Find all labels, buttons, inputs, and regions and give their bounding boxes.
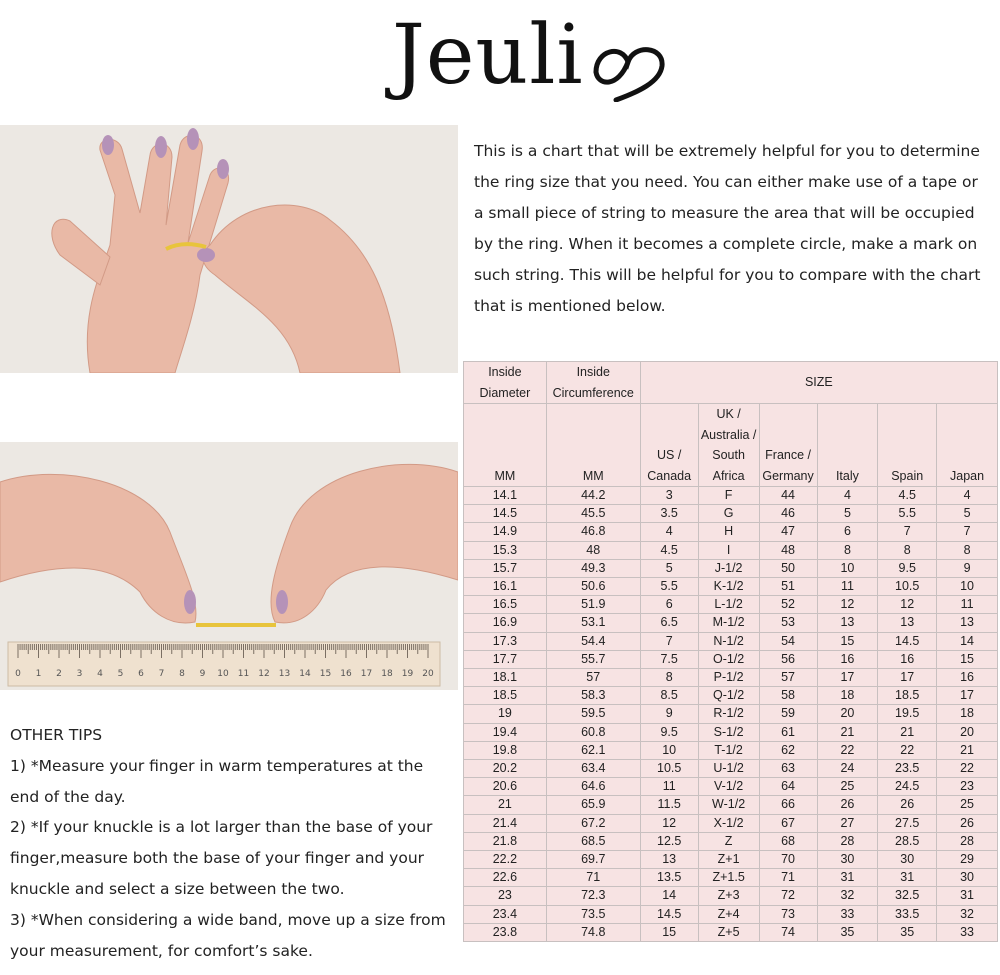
table-cell: L-1/2 xyxy=(698,596,759,614)
table-cell: 50 xyxy=(759,559,817,577)
table-cell: F xyxy=(698,487,759,505)
header-inside-circumference: Inside Circumference xyxy=(546,362,640,404)
ruler-label: 16 xyxy=(340,669,352,679)
table-cell: 19.8 xyxy=(464,741,547,759)
table-row xyxy=(464,650,998,668)
table-cell: 9.5 xyxy=(878,559,937,577)
table-cell: 59 xyxy=(759,705,817,723)
ruler-label: 3 xyxy=(76,669,83,679)
ring-size-table xyxy=(463,361,998,942)
table-cell: 22 xyxy=(937,760,998,778)
table-cell: 27.5 xyxy=(878,814,937,832)
heart-logo-icon xyxy=(592,22,672,102)
table-cell: 16 xyxy=(878,650,937,668)
table-cell: Z+3 xyxy=(698,887,759,905)
table-cell: 5.5 xyxy=(878,505,937,523)
header-inside-diameter: Inside Diameter xyxy=(464,362,547,404)
ruler-label: 17 xyxy=(360,669,373,679)
table-cell: 16 xyxy=(817,650,878,668)
table-cell: 54.4 xyxy=(546,632,640,650)
table-row xyxy=(464,632,998,650)
brand-logo xyxy=(0,0,1000,110)
ruler-label: 11 xyxy=(237,669,250,679)
table-cell: 53.1 xyxy=(546,614,640,632)
table-cell: T-1/2 xyxy=(698,741,759,759)
table-cell: M-1/2 xyxy=(698,614,759,632)
table-cell: 14.1 xyxy=(464,487,547,505)
table-cell: 19.4 xyxy=(464,723,547,741)
table-cell: 11 xyxy=(937,596,998,614)
table-cell: 70 xyxy=(759,851,817,869)
table-cell: 32 xyxy=(937,905,998,923)
ruler-label: 5 xyxy=(117,669,124,679)
ruler-label: 2 xyxy=(56,669,62,679)
table-cell: 12 xyxy=(878,596,937,614)
table-cell: 16.1 xyxy=(464,578,547,596)
table-cell: 13 xyxy=(640,851,698,869)
table-cell: 65.9 xyxy=(546,796,640,814)
table-cell: 54 xyxy=(759,632,817,650)
table-cell: 4 xyxy=(640,523,698,541)
table-cell: 21 xyxy=(878,723,937,741)
table-cell: 63.4 xyxy=(546,760,640,778)
table-cell: 28 xyxy=(937,832,998,850)
logo-text: Jeuli xyxy=(392,8,584,103)
table-cell: 11 xyxy=(640,778,698,796)
table-cell: 27 xyxy=(817,814,878,832)
ruler-label: 1 xyxy=(35,669,42,679)
table-cell: 22.2 xyxy=(464,851,547,869)
table-row xyxy=(464,541,998,559)
table-cell: 45.5 xyxy=(546,505,640,523)
table-cell: 31 xyxy=(878,869,937,887)
table-cell: 73 xyxy=(759,905,817,923)
table-cell: 35 xyxy=(817,923,878,941)
table-cell: Z+1 xyxy=(698,851,759,869)
table-cell: 72.3 xyxy=(546,887,640,905)
string-ruler-photo xyxy=(0,442,458,690)
table-cell: 57 xyxy=(759,669,817,687)
table-cell: 14.5 xyxy=(640,905,698,923)
table-cell: 28 xyxy=(817,832,878,850)
table-cell: 12 xyxy=(817,596,878,614)
table-cell: 21 xyxy=(937,741,998,759)
table-cell: 8.5 xyxy=(640,687,698,705)
table-cell: 29 xyxy=(937,851,998,869)
ruler-label: 10 xyxy=(217,669,229,679)
table-row xyxy=(464,596,998,614)
table-cell: 8 xyxy=(878,541,937,559)
other-tips xyxy=(10,720,450,966)
subheader-cell: UK / Australia / South Africa xyxy=(698,404,759,487)
table-cell: 56 xyxy=(759,650,817,668)
table-cell: 3.5 xyxy=(640,505,698,523)
table-row xyxy=(464,505,998,523)
table-cell: 47 xyxy=(759,523,817,541)
table-row xyxy=(464,814,998,832)
table-cell: 18.5 xyxy=(878,687,937,705)
table-cell: 19 xyxy=(464,705,547,723)
table-row xyxy=(464,905,998,923)
table-cell: 63 xyxy=(759,760,817,778)
ruler-label: 8 xyxy=(179,669,185,679)
table-cell: 58.3 xyxy=(546,687,640,705)
table-cell: 14.5 xyxy=(878,632,937,650)
ruler-label: 13 xyxy=(278,669,291,679)
size-rows xyxy=(464,487,998,942)
table-cell: 5.5 xyxy=(640,578,698,596)
table-cell: Z+1.5 xyxy=(698,869,759,887)
table-cell: 64 xyxy=(759,778,817,796)
table-cell: 18 xyxy=(817,687,878,705)
table-cell: Z+5 xyxy=(698,923,759,941)
table-cell: 20 xyxy=(937,723,998,741)
ruler-label: 7 xyxy=(158,669,165,679)
table-cell: 55.7 xyxy=(546,650,640,668)
table-cell: 48 xyxy=(759,541,817,559)
subheader-cell: US / Canada xyxy=(640,404,698,487)
table-cell: P-1/2 xyxy=(698,669,759,687)
table-cell: 8 xyxy=(937,541,998,559)
table-cell: R-1/2 xyxy=(698,705,759,723)
table-cell: 32.5 xyxy=(878,887,937,905)
table-cell: 15 xyxy=(937,650,998,668)
table-cell: 13.5 xyxy=(640,869,698,887)
table-cell: 21 xyxy=(817,723,878,741)
table-cell: 14.5 xyxy=(464,505,547,523)
table-cell: 10 xyxy=(640,741,698,759)
subheader-cell: Japan xyxy=(937,404,998,487)
table-cell: 5 xyxy=(817,505,878,523)
table-row xyxy=(464,832,998,850)
table-cell: 25 xyxy=(937,796,998,814)
table-cell: 15 xyxy=(817,632,878,650)
table-cell: 17.7 xyxy=(464,650,547,668)
table-cell: Z xyxy=(698,832,759,850)
table-cell: 17 xyxy=(878,669,937,687)
table-cell: 7.5 xyxy=(640,650,698,668)
table-cell: 49.3 xyxy=(546,559,640,577)
table-cell: 16.9 xyxy=(464,614,547,632)
table-cell: 57 xyxy=(546,669,640,687)
table-cell: 7 xyxy=(937,523,998,541)
subheader-cell: Italy xyxy=(817,404,878,487)
table-cell: 23.4 xyxy=(464,905,547,923)
table-cell: 13 xyxy=(878,614,937,632)
tip-item: 3) *When considering a wide band, move up a size from your measurement, for comfort’s sake. xyxy=(10,910,446,960)
table-cell: 22 xyxy=(817,741,878,759)
table-cell: 17 xyxy=(817,669,878,687)
table-cell: 61 xyxy=(759,723,817,741)
ruler-label: 0 xyxy=(15,669,21,679)
table-row xyxy=(464,796,998,814)
table-cell: H xyxy=(698,523,759,541)
table-cell: 6 xyxy=(817,523,878,541)
table-cell: 6 xyxy=(640,596,698,614)
table-row xyxy=(464,887,998,905)
table-cell: 23.5 xyxy=(878,760,937,778)
table-cell: 25 xyxy=(817,778,878,796)
table-row xyxy=(464,741,998,759)
table-cell: 24 xyxy=(817,760,878,778)
table-cell: 23.8 xyxy=(464,923,547,941)
table-row xyxy=(464,578,998,596)
intro-paragraph: This is a chart that will be extremely helpful for you to determine the ring size that you need. You can either make use of a tape or a small piece of string to measure the area that will be occupied by the ring. When it becomes a complete circle, make a mark on such string. This will be helpful for you to compare with the chart that is mentioned below. xyxy=(474,142,981,315)
table-cell: 11.5 xyxy=(640,796,698,814)
table-cell: 12 xyxy=(640,814,698,832)
table-cell: X-1/2 xyxy=(698,814,759,832)
table-cell: 19.5 xyxy=(878,705,937,723)
table-cell: 68 xyxy=(759,832,817,850)
table-cell: Z+4 xyxy=(698,905,759,923)
table-cell: 10 xyxy=(817,559,878,577)
table-cell: 21.4 xyxy=(464,814,547,832)
table-cell: 4.5 xyxy=(640,541,698,559)
table-cell: 6.5 xyxy=(640,614,698,632)
table-cell: 18 xyxy=(937,705,998,723)
table-cell: 5 xyxy=(937,505,998,523)
table-cell: 21.8 xyxy=(464,832,547,850)
ruler-label: 9 xyxy=(199,669,206,679)
table-cell: 18.1 xyxy=(464,669,547,687)
table-cell: 62 xyxy=(759,741,817,759)
table-cell: 69.7 xyxy=(546,851,640,869)
table-cell: 71 xyxy=(759,869,817,887)
table-cell: 22 xyxy=(878,741,937,759)
table-cell: 8 xyxy=(640,669,698,687)
subheader-cell: France / Germany xyxy=(759,404,817,487)
table-cell: 31 xyxy=(817,869,878,887)
table-cell: V-1/2 xyxy=(698,778,759,796)
table-cell: 4 xyxy=(937,487,998,505)
table-row xyxy=(464,687,998,705)
table-row xyxy=(464,669,998,687)
table-cell: 30 xyxy=(817,851,878,869)
table-cell: 50.6 xyxy=(546,578,640,596)
table-row xyxy=(464,614,998,632)
ruler-label: 20 xyxy=(422,669,434,679)
table-cell: 4.5 xyxy=(878,487,937,505)
tip-item: 1) *Measure your finger in warm temperatures at the end of the day. xyxy=(10,756,424,806)
tips-heading: OTHER TIPS xyxy=(10,726,103,744)
table-cell: 5 xyxy=(640,559,698,577)
table-cell: 48 xyxy=(546,541,640,559)
table-cell: 46 xyxy=(759,505,817,523)
table-cell: 66 xyxy=(759,796,817,814)
table-cell: 26 xyxy=(937,814,998,832)
table-row xyxy=(464,705,998,723)
table-cell: O-1/2 xyxy=(698,650,759,668)
table-cell: 32 xyxy=(817,887,878,905)
ruler-label: 18 xyxy=(381,669,393,679)
table-cell: 12.5 xyxy=(640,832,698,850)
table-cell: 26 xyxy=(878,796,937,814)
table-cell: J-1/2 xyxy=(698,559,759,577)
table-cell: 20 xyxy=(817,705,878,723)
table-row xyxy=(464,559,998,577)
table-cell: 60.8 xyxy=(546,723,640,741)
table-cell: 44.2 xyxy=(546,487,640,505)
table-cell: 13 xyxy=(937,614,998,632)
table-cell: 7 xyxy=(640,632,698,650)
ruler-label: 6 xyxy=(138,669,144,679)
table-cell: 33.5 xyxy=(878,905,937,923)
tip-item: 2) *If your knuckle is a lot larger than the base of your finger,measure both the base of your finger and your knuckle and select a size between the two. xyxy=(10,818,433,898)
table-cell: 35 xyxy=(878,923,937,941)
table-cell: 20.6 xyxy=(464,778,547,796)
table-cell: 44 xyxy=(759,487,817,505)
table-cell: 33 xyxy=(817,905,878,923)
table-cell: 15 xyxy=(640,923,698,941)
table-cell: 31 xyxy=(937,887,998,905)
table-cell: 33 xyxy=(937,923,998,941)
table-cell: 74.8 xyxy=(546,923,640,941)
table-cell: 68.5 xyxy=(546,832,640,850)
table-cell: 7 xyxy=(878,523,937,541)
table-cell: 4 xyxy=(817,487,878,505)
subheader-cell: Spain xyxy=(878,404,937,487)
table-cell: S-1/2 xyxy=(698,723,759,741)
table-cell: 59.5 xyxy=(546,705,640,723)
table-cell: 64.6 xyxy=(546,778,640,796)
header-size: SIZE xyxy=(640,362,997,404)
table-cell: 23 xyxy=(464,887,547,905)
table-cell: 9 xyxy=(640,705,698,723)
table-row xyxy=(464,851,998,869)
table-cell: 17.3 xyxy=(464,632,547,650)
table-cell: 15.3 xyxy=(464,541,547,559)
table-cell: 10 xyxy=(937,578,998,596)
table-row xyxy=(464,869,998,887)
table-cell: 8 xyxy=(817,541,878,559)
table-cell: 14 xyxy=(640,887,698,905)
table-cell: 30 xyxy=(937,869,998,887)
table-cell: 14 xyxy=(937,632,998,650)
table-cell: 17 xyxy=(937,687,998,705)
table-cell: 30 xyxy=(878,851,937,869)
table-cell: 13 xyxy=(817,614,878,632)
table-row xyxy=(464,723,998,741)
table-cell: 67 xyxy=(759,814,817,832)
ruler-label: 12 xyxy=(258,669,270,679)
table-row xyxy=(464,923,998,941)
table-cell: 20.2 xyxy=(464,760,547,778)
table-row xyxy=(464,778,998,796)
table-cell: G xyxy=(698,505,759,523)
table-cell: 14.9 xyxy=(464,523,547,541)
table-cell: 26 xyxy=(817,796,878,814)
table-cell: 53 xyxy=(759,614,817,632)
table-cell: 16.5 xyxy=(464,596,547,614)
table-cell: 23 xyxy=(937,778,998,796)
ruler-label: 4 xyxy=(97,669,103,679)
table-cell: 15.7 xyxy=(464,559,547,577)
table-cell: 28.5 xyxy=(878,832,937,850)
table-cell: 46.8 xyxy=(546,523,640,541)
finger-measurement-photo xyxy=(0,125,458,373)
table-cell: Q-1/2 xyxy=(698,687,759,705)
table-row xyxy=(464,487,998,505)
table-cell: 18.5 xyxy=(464,687,547,705)
table-cell: K-1/2 xyxy=(698,578,759,596)
table-cell: 3 xyxy=(640,487,698,505)
table-cell: 10.5 xyxy=(878,578,937,596)
subheader-cell: MM xyxy=(464,404,547,487)
ruler-label: 15 xyxy=(319,669,332,679)
ruler-label: 19 xyxy=(401,669,414,679)
table-cell: 24.5 xyxy=(878,778,937,796)
table-cell: 9 xyxy=(937,559,998,577)
table-cell: 10.5 xyxy=(640,760,698,778)
table-cell: 58 xyxy=(759,687,817,705)
table-cell: 74 xyxy=(759,923,817,941)
table-cell: 9.5 xyxy=(640,723,698,741)
table-cell: W-1/2 xyxy=(698,796,759,814)
table-cell: I xyxy=(698,541,759,559)
table-cell: 51 xyxy=(759,578,817,596)
table-cell: 62.1 xyxy=(546,741,640,759)
table-cell: 73.5 xyxy=(546,905,640,923)
table-cell: 67.2 xyxy=(546,814,640,832)
table-cell: 16 xyxy=(937,669,998,687)
subheader-cell: MM xyxy=(546,404,640,487)
table-cell: N-1/2 xyxy=(698,632,759,650)
table-cell: 51.9 xyxy=(546,596,640,614)
table-cell: 52 xyxy=(759,596,817,614)
table-row xyxy=(464,760,998,778)
table-cell: U-1/2 xyxy=(698,760,759,778)
table-cell: 11 xyxy=(817,578,878,596)
ruler-label: 14 xyxy=(299,669,311,679)
table-cell: 21 xyxy=(464,796,547,814)
table-cell: 22.6 xyxy=(464,869,547,887)
table-row xyxy=(464,523,998,541)
table-cell: 71 xyxy=(546,869,640,887)
table-cell: 72 xyxy=(759,887,817,905)
